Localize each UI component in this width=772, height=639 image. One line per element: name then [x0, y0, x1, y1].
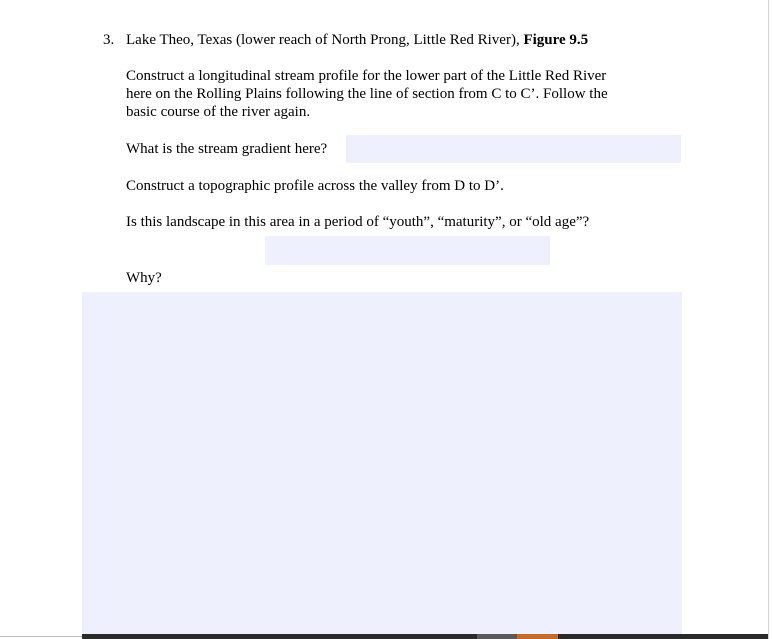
toolbar-segment-highlight [517, 634, 558, 639]
instruction-line: basic course of the river again. [126, 104, 311, 120]
why-prompt: Why? [126, 270, 162, 286]
question-title-text: Lake Theo, Texas (lower reach of North Prong, Little Red River), [126, 32, 524, 48]
instruction-line: here on the Rolling Plains following the line of section from C to C’. Follow the [126, 86, 608, 102]
question-title [126, 31, 588, 49]
gradient-prompt: What is the stream gradient here? [126, 141, 328, 157]
landscape-period-answer-field[interactable] [265, 236, 550, 265]
landscape-period-prompt: Is this landscape in this area in a period of “youth”, “maturity”, or “old age”? [126, 214, 590, 230]
toolbar-segment [477, 634, 517, 639]
instruction-line: Construct a longitudinal stream profile for the lower part of the Little Red River [126, 68, 607, 84]
gradient-answer-field[interactable] [346, 135, 681, 163]
page-edge [768, 0, 769, 639]
topographic-profile-prompt: Construct a topographic profile across the valley from D to D’. [126, 178, 504, 194]
why-answer-field[interactable] [82, 292, 682, 639]
instructions-paragraph [126, 67, 666, 121]
page-divider [0, 636, 82, 637]
bottom-toolbar-strip [82, 634, 768, 639]
question-number: 3. [103, 32, 115, 48]
figure-reference: Figure 9.5 [523, 32, 589, 48]
